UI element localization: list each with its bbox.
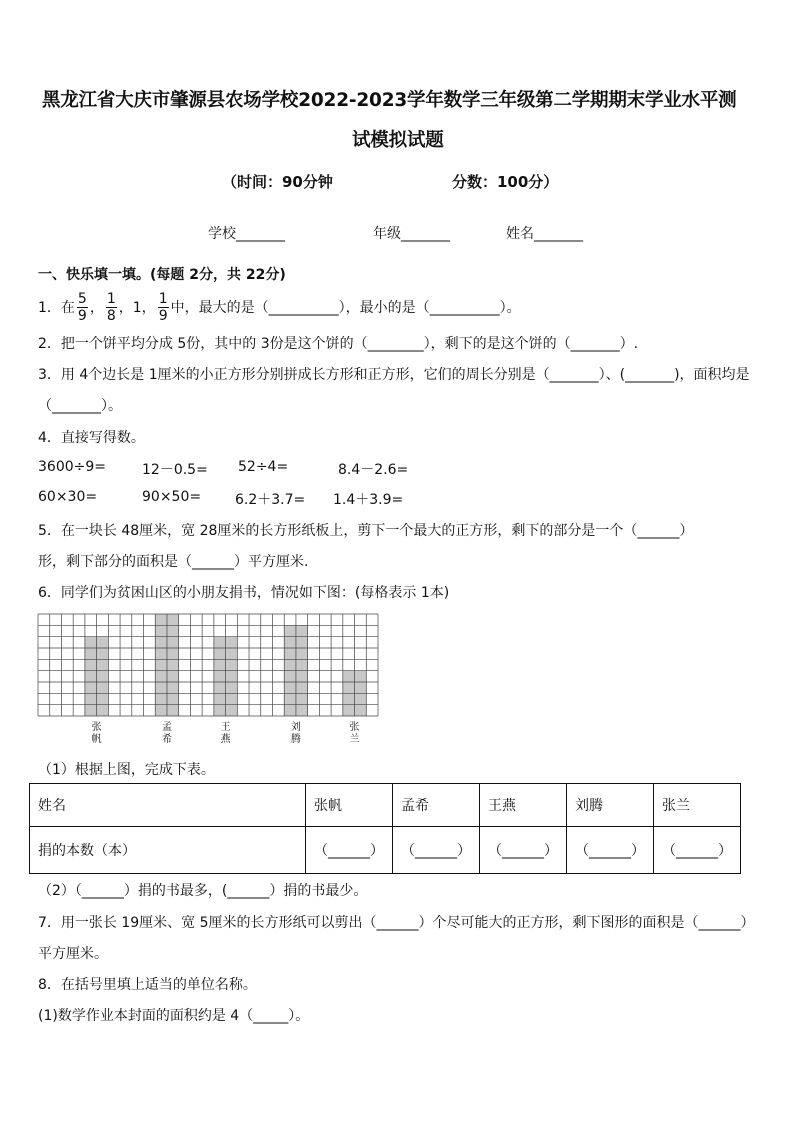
question-5-line2: 形，剩下部分的面积是（______）平方厘米. bbox=[38, 554, 309, 570]
question-6-sub1: （1）根据上图，完成下表。 bbox=[38, 762, 215, 778]
calc-item: 52÷4= bbox=[238, 459, 289, 475]
grade-field[interactable]: 年级_______ bbox=[373, 226, 450, 242]
q1-suffix: 中，最大的是（__________），最小的是（__________）。 bbox=[170, 300, 521, 316]
calc-item: 12－0.5= bbox=[142, 462, 208, 478]
calc-item: 6.2＋3.7= bbox=[235, 492, 306, 508]
question-6-label: 6．同学们为贫困山区的小朋友捐书，情况如下图：(每格表示 1本) bbox=[38, 585, 450, 601]
question-3-line2: （_______）。 bbox=[38, 398, 122, 414]
answer-blank[interactable]: （______） bbox=[393, 827, 480, 874]
question-6-sub2: （2）（______）捐的书最多，(______）捐的书最少。 bbox=[38, 883, 368, 899]
bar-label-0: 张 bbox=[91, 722, 102, 733]
answer-blank[interactable]: （______） bbox=[306, 827, 393, 874]
table-header-cell: 孟希 bbox=[393, 784, 480, 827]
bar-label-0: 帆 bbox=[91, 734, 102, 745]
exam-title-line1: 黑龙江省大庆市肇源县农场学校2022-2023学年数学三年级第二学期期末学业水平测 bbox=[42, 90, 737, 111]
answer-blank[interactable]: （______） bbox=[567, 827, 654, 874]
question-8-label: 8．在括号里填上适当的单位名称。 bbox=[38, 977, 257, 993]
table-row-label: 捐的本数（本） bbox=[30, 827, 306, 874]
bar-label-1: 孟 bbox=[161, 722, 172, 733]
question-8-sub1: (1)数学作业本封面的面积约是 4（_____）。 bbox=[38, 1008, 310, 1024]
calc-item: 8.4－2.6= bbox=[338, 462, 409, 478]
fraction-1-9: $\frac{1}{9}$ bbox=[158, 290, 168, 324]
fraction-1-8: $\frac{1}{8}$ bbox=[106, 290, 116, 324]
question-3-line1: 3．用 4个边长是 1厘米的小正方形分别拼成长方形和正方形，它们的周长分别是（_______）、(_______)，面积均是 bbox=[38, 367, 750, 383]
calc-item: 3600÷9= bbox=[38, 459, 106, 475]
exam-title-line2: 试模拟试题 bbox=[352, 130, 444, 151]
question-4-label: 4．直接写得数。 bbox=[38, 430, 145, 446]
answer-blank[interactable]: （______） bbox=[654, 827, 741, 874]
school-field[interactable]: 学校_______ bbox=[208, 226, 285, 242]
fraction-5-9: $\frac{5}{9}$ bbox=[77, 290, 87, 324]
calc-item: 90×50= bbox=[142, 489, 202, 505]
calc-item: 1.4＋3.9= bbox=[333, 492, 404, 508]
donation-table bbox=[29, 783, 741, 874]
bar-label-3: 刘 bbox=[290, 722, 301, 733]
bar-label-1: 希 bbox=[161, 734, 172, 745]
table-header-cell: 刘腾 bbox=[567, 784, 654, 827]
section1-heading: 一、快乐填一填。(每题 2分，共 22分) bbox=[38, 267, 286, 283]
bar-label-4: 兰 bbox=[349, 734, 360, 745]
bar-label-2: 王 bbox=[220, 722, 231, 733]
exam-time: （时间：90分钟 bbox=[222, 173, 333, 191]
bar-label-3: 腾 bbox=[290, 734, 301, 745]
q1-prefix: 1．在 bbox=[38, 300, 75, 316]
calc-item: 60×30= bbox=[38, 489, 98, 505]
table-header-cell: 张帆 bbox=[306, 784, 393, 827]
question-7-line2: 平方厘米。 bbox=[38, 946, 108, 962]
question-5-line1: 5．在一块长 48厘米，宽 28厘米的长方形纸板上，剪下一个最大的正方形，剩下的部分是一个（______） bbox=[38, 523, 694, 539]
bar-label-4: 张 bbox=[349, 722, 360, 733]
table-header-cell: 王燕 bbox=[480, 784, 567, 827]
bar-label-2: 燕 bbox=[220, 734, 231, 745]
exam-score: 分数：100分） bbox=[452, 173, 559, 191]
table-header-name: 姓名 bbox=[30, 784, 306, 827]
question-7-line1: 7．用一张长 19厘米、宽 5厘米的长方形纸可以剪出（______）个尽可能大的正方形，剩下图形的面积是（______） bbox=[38, 915, 755, 931]
question-2: 2．把一个饼平均分成 5份，其中的 3份是这个饼的（________），剩下的是这个饼的（_______）. bbox=[38, 336, 639, 352]
q1-sep: ， bbox=[89, 300, 104, 316]
name-field[interactable]: 姓名_______ bbox=[506, 226, 583, 242]
q1-mid: ，1， bbox=[118, 300, 156, 316]
table-header-cell: 张兰 bbox=[654, 784, 741, 827]
answer-blank[interactable]: （______） bbox=[480, 827, 567, 874]
